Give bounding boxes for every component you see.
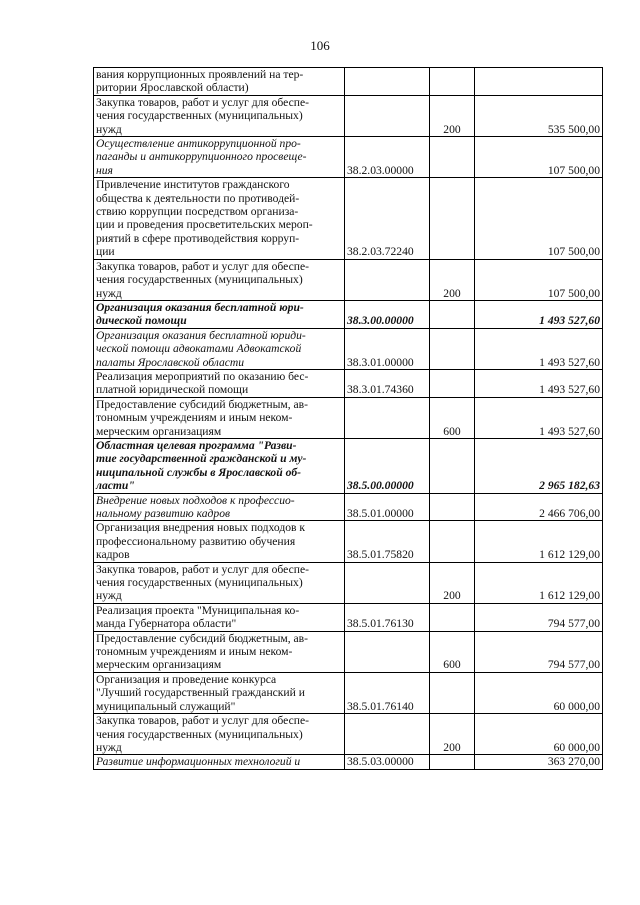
row-code-cell: 38.5.01.00000: [345, 493, 430, 521]
table-row: [94, 259, 603, 300]
row-sum-cell: 535 500,00: [475, 95, 603, 136]
row-sum-cell: 1 493 527,60: [475, 369, 603, 397]
row-code-cell: 38.5.00.00000: [345, 438, 430, 493]
row-name-line: муниципальный служащий": [96, 699, 236, 713]
row-type-cell: [430, 68, 475, 96]
row-code-cell: 38.3.01.00000: [345, 328, 430, 369]
row-name-line: "Лучший государственный гражданский и: [96, 686, 305, 700]
row-name-line: тономным учреждениям и иным неком-: [96, 411, 293, 425]
row-code-cell: [345, 562, 430, 603]
row-name-line: Организация оказания бесплатной юри-: [96, 300, 304, 314]
row-name-cell: [94, 300, 345, 328]
row-sum-cell: 794 577,00: [475, 631, 603, 672]
row-name-line: нальному развитию кадров: [96, 507, 231, 520]
row-name-cell: [94, 438, 345, 493]
table-row: [94, 328, 603, 369]
row-sum-cell: 794 577,00: [475, 603, 603, 631]
row-name-line: Закупка товаров, работ и услуг для обеспе-: [96, 95, 309, 109]
row-name-line: Организация и проведение конкурса: [96, 672, 277, 686]
row-sum-cell: 1 493 527,60: [475, 328, 603, 369]
row-name-line: нужд: [96, 122, 122, 136]
row-name-line: ласти": [96, 479, 135, 493]
row-name-line: риятий в сфере противодействия корруп-: [96, 231, 300, 245]
budget-table: [93, 67, 603, 770]
row-name-line: чения государственных (муниципальных): [96, 109, 303, 123]
row-type-cell: 600: [430, 397, 475, 438]
table-row: [94, 137, 603, 178]
table-row: [94, 714, 603, 755]
row-sum-cell: 60 000,00: [475, 714, 603, 755]
row-name-line: кадров: [96, 548, 130, 562]
row-sum-cell: 2 466 706,00: [475, 493, 603, 521]
table-row: [94, 369, 603, 397]
row-name-line: Организация внедрения новых подходов к: [96, 521, 306, 535]
row-name-line: чения государственных (муниципальных): [96, 727, 303, 741]
table-row: [94, 562, 603, 603]
row-name-line: Закупка товаров, работ и услуг для обеспе-: [96, 562, 309, 576]
table-row: [94, 438, 603, 493]
row-name-line: ритории Ярославской области): [96, 81, 249, 95]
row-name-line: нужд: [96, 740, 122, 754]
row-name-line: платной юридической помощи: [96, 383, 249, 397]
row-name-cell: [94, 137, 345, 178]
page-number: 106: [310, 38, 330, 53]
row-type-cell: [430, 672, 475, 713]
row-type-cell: 200: [430, 259, 475, 300]
row-name-line: Реализация мероприятий по оказанию бес-: [96, 369, 309, 383]
row-name-line: Закупка товаров, работ и услуг для обеспе-: [96, 259, 309, 273]
row-name-cell: [94, 328, 345, 369]
row-name-line: Предоставление субсидий бюджетным, ав-: [96, 397, 308, 411]
row-name-line: Внедрение новых подходов к профессио-: [96, 493, 295, 507]
row-type-cell: [430, 603, 475, 631]
row-code-cell: 38.5.01.76140: [345, 672, 430, 713]
row-name-line: мерческим организациям: [96, 424, 222, 438]
row-name-line: нужд: [96, 589, 122, 603]
row-type-cell: [430, 755, 475, 769]
row-name-line: палаты Ярославской области: [96, 355, 245, 369]
table-row: [94, 178, 603, 259]
row-type-cell: [430, 369, 475, 397]
row-name-cell: [94, 714, 345, 755]
row-name-line: Развитие информационных технологий и: [96, 755, 301, 769]
row-code-cell: 38.2.03.72240: [345, 178, 430, 259]
budget-table-body: [94, 68, 603, 770]
row-code-cell: [345, 259, 430, 300]
table-row: [94, 95, 603, 136]
row-code-cell: [345, 397, 430, 438]
row-name-cell: [94, 178, 345, 259]
row-name-line: ниципальной службы в Ярославской об-: [96, 465, 302, 479]
row-sum-cell: 107 500,00: [475, 178, 603, 259]
row-code-cell: 38.5.01.76130: [345, 603, 430, 631]
row-name-line: чения государственных (муниципальных): [96, 576, 303, 590]
row-sum-cell: [475, 68, 603, 96]
row-type-cell: 200: [430, 95, 475, 136]
row-name-line: дической помощи: [96, 314, 187, 328]
row-name-line: Предоставление субсидий бюджетным, ав-: [96, 631, 308, 645]
row-code-cell: [345, 95, 430, 136]
row-code-cell: 38.5.03.00000: [345, 755, 430, 769]
row-name-line: манда Губернатора области": [96, 617, 237, 631]
row-type-cell: [430, 300, 475, 328]
row-name-line: тие государственной гражданской и му-: [96, 452, 307, 466]
table-row: [94, 68, 603, 96]
table-row: [94, 603, 603, 631]
row-code-cell: [345, 631, 430, 672]
row-name-line: вания коррупционных проявлений на тер-: [96, 68, 304, 81]
row-name-line: Областная целевая программа "Разви-: [96, 438, 297, 452]
row-name-line: профессиональному развитию обучения: [96, 534, 296, 548]
row-sum-cell: 60 000,00: [475, 672, 603, 713]
row-name-cell: [94, 369, 345, 397]
row-type-cell: [430, 328, 475, 369]
row-name-line: общества к деятельности по противодей-: [96, 191, 300, 205]
row-name-line: Закупка товаров, работ и услуг для обеспе-: [96, 714, 309, 728]
row-sum-cell: 107 500,00: [475, 137, 603, 178]
row-name-cell: [94, 259, 345, 300]
row-name-cell: [94, 493, 345, 521]
row-name-line: ции: [96, 245, 115, 259]
row-code-cell: 38.3.01.74360: [345, 369, 430, 397]
row-code-cell: 38.5.01.75820: [345, 521, 430, 562]
table-row: [94, 521, 603, 562]
row-type-cell: 200: [430, 562, 475, 603]
row-name-cell: [94, 521, 345, 562]
row-name-cell: [94, 562, 345, 603]
row-name-line: мерческим организациям: [96, 658, 222, 672]
table-row: [94, 397, 603, 438]
row-name-cell: [94, 631, 345, 672]
row-name-line: Организация оказания бесплатной юриди-: [96, 328, 306, 342]
row-type-cell: [430, 521, 475, 562]
row-type-cell: 200: [430, 714, 475, 755]
table-row: [94, 631, 603, 672]
row-type-cell: [430, 137, 475, 178]
row-name-cell: [94, 68, 345, 96]
row-name-line: ции и проведения просветительских мероп-: [96, 218, 313, 232]
row-sum-cell: 1 493 527,60: [475, 300, 603, 328]
table-row: [94, 755, 603, 769]
row-sum-cell: 1 612 129,00: [475, 521, 603, 562]
row-code-cell: [345, 68, 430, 96]
row-type-cell: [430, 178, 475, 259]
row-name-line: нужд: [96, 286, 122, 300]
row-name-cell: [94, 603, 345, 631]
row-sum-cell: 107 500,00: [475, 259, 603, 300]
row-sum-cell: 1 493 527,60: [475, 397, 603, 438]
row-name-line: чения государственных (муниципальных): [96, 273, 303, 287]
row-name-line: Привлечение институтов гражданского: [96, 178, 290, 192]
row-code-cell: 38.2.03.00000: [345, 137, 430, 178]
row-type-cell: 600: [430, 631, 475, 672]
row-name-line: ческой помощи адвокатами Адвокатской: [96, 342, 302, 356]
row-name-cell: [94, 672, 345, 713]
row-type-cell: [430, 493, 475, 521]
row-name-cell: [94, 397, 345, 438]
row-sum-cell: 1 612 129,00: [475, 562, 603, 603]
row-name-line: Осуществление антикоррупционной про-: [96, 137, 301, 151]
row-name-line: ствию коррупции посредством организа-: [96, 205, 299, 219]
table-row: [94, 493, 603, 521]
row-code-cell: 38.3.00.00000: [345, 300, 430, 328]
row-name-line: Реализация проекта "Муниципальная ко-: [96, 603, 300, 617]
row-sum-cell: 2 965 182,63: [475, 438, 603, 493]
row-code-cell: [345, 714, 430, 755]
row-name-cell: [94, 95, 345, 136]
row-name-line: тономным учреждениям и иным неком-: [96, 645, 293, 659]
row-name-cell: [94, 755, 345, 769]
row-name-line: паганды и антикоррупционного просвеще-: [96, 150, 307, 164]
row-sum-cell: 363 270,00: [475, 755, 603, 769]
row-name-line: ния: [96, 163, 113, 177]
table-row: [94, 672, 603, 713]
row-type-cell: [430, 438, 475, 493]
table-row: [94, 300, 603, 328]
